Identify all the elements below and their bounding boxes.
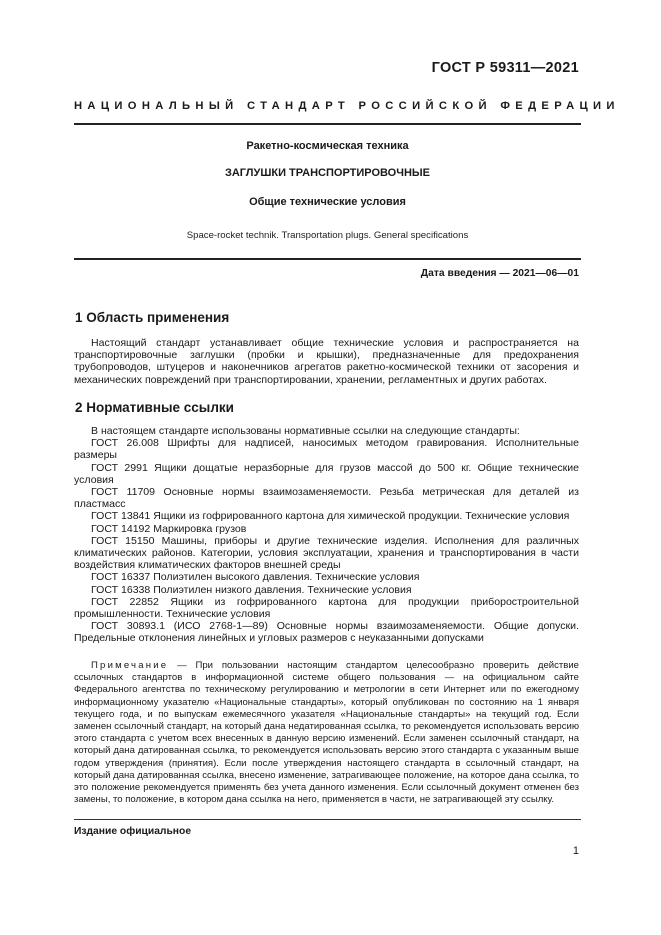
footer-divider [74,819,581,820]
reference-item: ГОСТ 22852 Ящики из гофрированного картона для продукции приборостроительной промышленности. Технические условия [74,595,579,621]
technical-field: Ракетно-космическая техника [246,140,409,152]
note-label: Примечание [91,660,169,671]
reference-item: ГОСТ 14192 Маркировка грузов [91,522,247,535]
reference-item: ГОСТ 16337 Полиэтилен высокого давления. Технические условия [91,571,420,584]
document-title: ЗАГЛУШКИ ТРАНСПОРТИРОВОЧНЫЕ [224,167,431,179]
document-subtitle: Общие технические условия [249,196,406,208]
section-2-heading: 2 Нормативные ссылки [75,400,234,415]
note-text: — При пользовании настоящим стандартом целесообразно проверить действие ссылочных стандартов в информационной системе общего пользования — на официальном сайте Федерального агентства по техническому регулированию и метрологии в сети Интернет или по ежегодному информационному указателю «Национальные стандарты», который опубликован по состоянию на 1 января текущего года, и по выпускам ежемесячного указателя «Национальные стандарты» на текущий год. Если заменен ссылочный стандарт, на который дана недатированная ссылка, то рекомендуется использовать версию этого стандарта с учетом всех внесенных в данную версию изменений. Если заменен ссылочный стандарт, на который дана датированная ссылка, то рекомендуется использовать версию этого стандарта с указанным выше годом утверждения (принятия). Если после утверждения настоящего стандарта в ссылочный стандарт, на который дана датированная ссылка, внесено изменение, затрагивающее положение, на которое дана ссылка, то это положение рекомендуется применять без учета данного изменения. Если ссылочный документ отменен без замены, то положение, в котором дана ссылка на него, применяется в части, не затрагивающей эту ссылку. [74,660,579,806]
title-divider [74,258,581,260]
reference-item: ГОСТ 2991 Ящики дощатые неразборные для грузов массой до 500 кг. Общие технические условия [74,461,579,486]
section-1-paragraph: Настоящий стандарт устанавливает общие технические условия и распространяется на транспортировочные заглушки (пробки и крышки), предназначенные для предохранения трубопроводов, штуцеров и наконечников агрегатов ракетно-космической техники от засорения и механических повреждений при транспортировании, хранении, регламентных и других работах. [74,337,579,386]
reference-item: ГОСТ 11709 Основные нормы взаимозаменяемости. Резьба метрическая для деталей из пластмасс [74,486,579,511]
reference-note [74,660,579,806]
section-1-body [74,337,579,386]
national-standard-banner: НАЦИОНАЛЬНЫЙ СТАНДАРТ РОССИЙСКОЙ ФЕДЕРАЦИИ [74,100,620,112]
section-1-heading: 1 Область применения [75,310,230,325]
reference-item: ГОСТ 16338 Полиэтилен низкого давления. Технические условия [91,583,412,596]
references-intro: В настоящем стандарте использованы нормативные ссылки на следующие стандарты: [91,425,520,437]
standard-code: ГОСТ Р 59311—2021 [431,60,579,76]
date-of-introduction: Дата введения — 2021—06—01 [420,268,579,279]
reference-item: ГОСТ 26.008 Шрифты для надписей, наносимых методом гравирования. Исполнительные размеры [74,437,579,462]
page-number: 1 [572,845,579,857]
reference-item: ГОСТ 13841 Ящики из гофрированного картона для химической продукции. Технические условия [91,510,570,523]
edition-label: Издание официальное [74,826,192,837]
english-title: Space-rocket technik. Transportation plugs. General specifications [186,230,469,241]
reference-item: ГОСТ 15150 Машины, приборы и другие технические изделия. Исполнения для различных климатических районов. Категории, условия эксплуатации, хранения и транспортирования в части воздействия климатических факторов внешней среды [74,534,579,572]
top-divider [74,123,581,125]
reference-item: ГОСТ 30893.1 (ИСО 2768-1—89) Основные нормы взаимозаменяемости. Общие допуски. Предельные отклонения линейных и угловых размеров с неуказанными допусками [74,620,579,645]
section-2-body [74,425,579,645]
